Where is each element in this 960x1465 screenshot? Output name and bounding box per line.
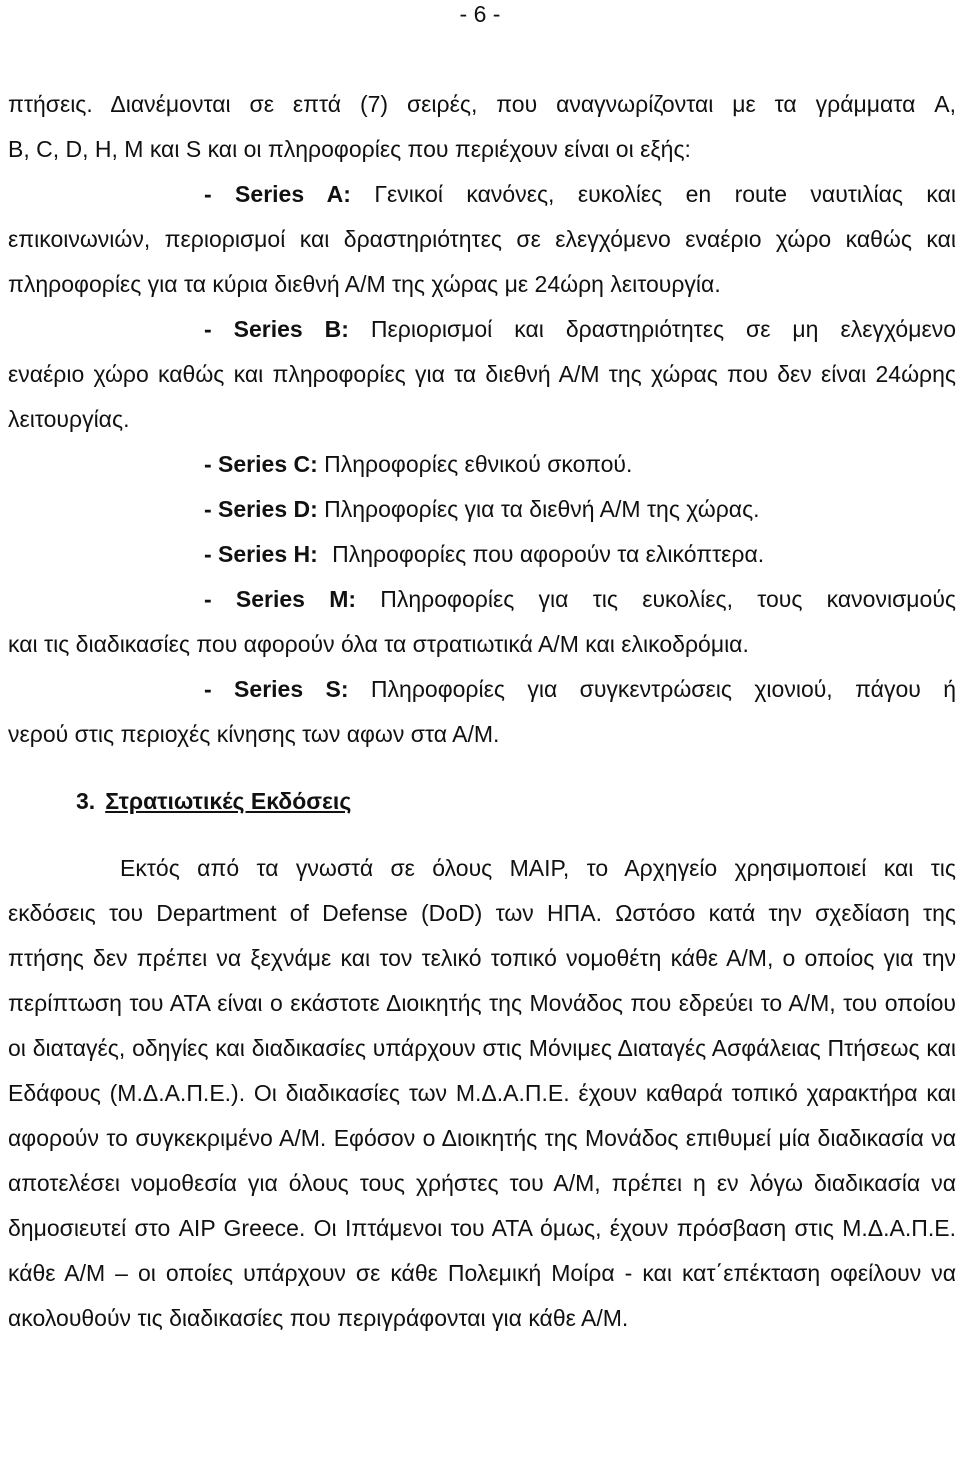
- body-text: [8, 82, 956, 1341]
- series-c-label: - Series C:: [204, 451, 318, 477]
- intro-line-1: πτήσεις. Διανέμονται σε επτά (7) σειρές, που αναγνωρίζονται με τα γράμματα A,: [8, 91, 956, 117]
- series-b-item: [8, 307, 956, 442]
- intro-line-2: B, C, D, H, M και S και οι πληροφορίες που περιέχουν είναι οι εξής:: [8, 136, 691, 162]
- series-b-first-line: [8, 307, 956, 352]
- series-c-item: [8, 442, 956, 487]
- section-3-para-rest: εκδόσεις του Department of Defense (DoD) των ΗΠΑ. Ωστόσο κατά την σχεδίαση της πτήσης δεν πρέπει να ξεχνάμε και τον τελικό τοπικό νομοθέτη κάθε Α/Μ, ο οποίος για την περίπτωση του ΑΤΑ είναι ο εκάστοτε Διοικητής της Μονάδος που εδρεύει το Α/Μ, του οποίου οι διαταγές, οδηγίες και διαδικασίες υπάρχουν στις Μόνιμες Διαταγές Ασφάλειας Πτήσεως και Εδάφους (Μ.Δ.Α.Π.Ε.). Οι διαδικασίες των Μ.Δ.Α.Π.Ε. έχουν καθαρά τοπικό χαρακτήρα και αφορούν το συγκεκριμένο Α/Μ. Εφόσον ο Διοικητής της Μονάδος επιθυμεί μία διαδικασία να αποτελέσει νομοθεσία για όλους τους χρήστες του Α/Μ, πρέπει η εν λόγω διαδικασία να δημοσιευτεί στο AIP Greece. Οι Ιπτάμενοι του ΑΤΑ όμως, έχουν πρόσβαση στις Μ.Δ.Α.Π.Ε. κάθε Α/Μ – οι οποίες υπάρχουν σε κάθε Πολεμική Μοίρα - και κατ΄επέκταση οφείλουν να ακολουθούν τις διαδικασίες που περιγράφονται για κάθε Α/Μ.: [8, 900, 956, 1331]
- series-h-text: Πληροφορίες που αφορούν τα ελικόπτερα.: [325, 541, 765, 567]
- section-3-heading: [8, 779, 956, 824]
- series-a-first-line: [8, 172, 956, 217]
- series-d-text: Πληροφορίες για τα διεθνή Α/Μ της χώρας.: [317, 496, 760, 522]
- series-a-label: - Series A:: [204, 181, 351, 207]
- series-m-label: - Series M:: [204, 586, 357, 612]
- series-m-first-line: [8, 577, 956, 622]
- series-d-label: - Series D:: [204, 496, 318, 522]
- series-d-item: [8, 487, 956, 532]
- series-a-text-first: Γενικοί κανόνες, ευκολίες en route ναυτιλίας και: [350, 181, 956, 207]
- series-h-label: - Series H:: [204, 541, 318, 567]
- series-m-text-rest: και τις διαδικασίες που αφορούν όλα τα στρατιωτικά Α/Μ και ελικοδρόμια.: [8, 631, 749, 657]
- series-s-text-rest: νερού στις περιοχές κίνησης των αφων στα Α/Μ.: [8, 721, 500, 747]
- series-h-item: [8, 532, 956, 577]
- series-a-text-rest: επικοινωνιών, περιορισμοί και δραστηριότητες σε ελεγχόμενο εναέριο χώρο καθώς και πληροφορίες για τα κύρια διεθνή Α/Μ της χώρας με 24ώρη λειτουργία.: [8, 226, 956, 297]
- series-c-text: Πληροφορίες εθνικού σκοπού.: [317, 451, 633, 477]
- section-3-title: Στρατιωτικές Εκδόσεις: [105, 788, 352, 814]
- series-m-item: [8, 577, 956, 667]
- section-3-paragraph: [8, 846, 956, 1341]
- section-3-para-first: Εκτός από τα γνωστά σε όλους MAIP, το Αρχηγείο χρησιμοποιεί και τις: [120, 855, 956, 881]
- series-s-label: - Series S:: [204, 676, 349, 702]
- series-s-item: [8, 667, 956, 757]
- series-s-first-line: [8, 667, 956, 712]
- series-b-text-rest: εναέριο χώρο καθώς και πληροφορίες για τα διεθνή Α/Μ της χώρας που δεν είναι 24ώρης λειτουργίας.: [8, 361, 956, 432]
- series-b-text-first: Περιορισμοί και δραστηριότητες σε μη ελεγχόμενο: [348, 316, 956, 342]
- page-number: - 6 -: [459, 1, 501, 27]
- series-m-text-first: Πληροφορίες για τις ευκολίες, τους κανονισμούς: [356, 586, 956, 612]
- series-b-label: - Series B:: [204, 316, 349, 342]
- series-a-item: [8, 172, 956, 307]
- section-3-number: 3.: [76, 788, 96, 814]
- series-s-text-first: Πληροφορίες για συγκεντρώσεις χιονιού, πάγου ή: [348, 676, 957, 702]
